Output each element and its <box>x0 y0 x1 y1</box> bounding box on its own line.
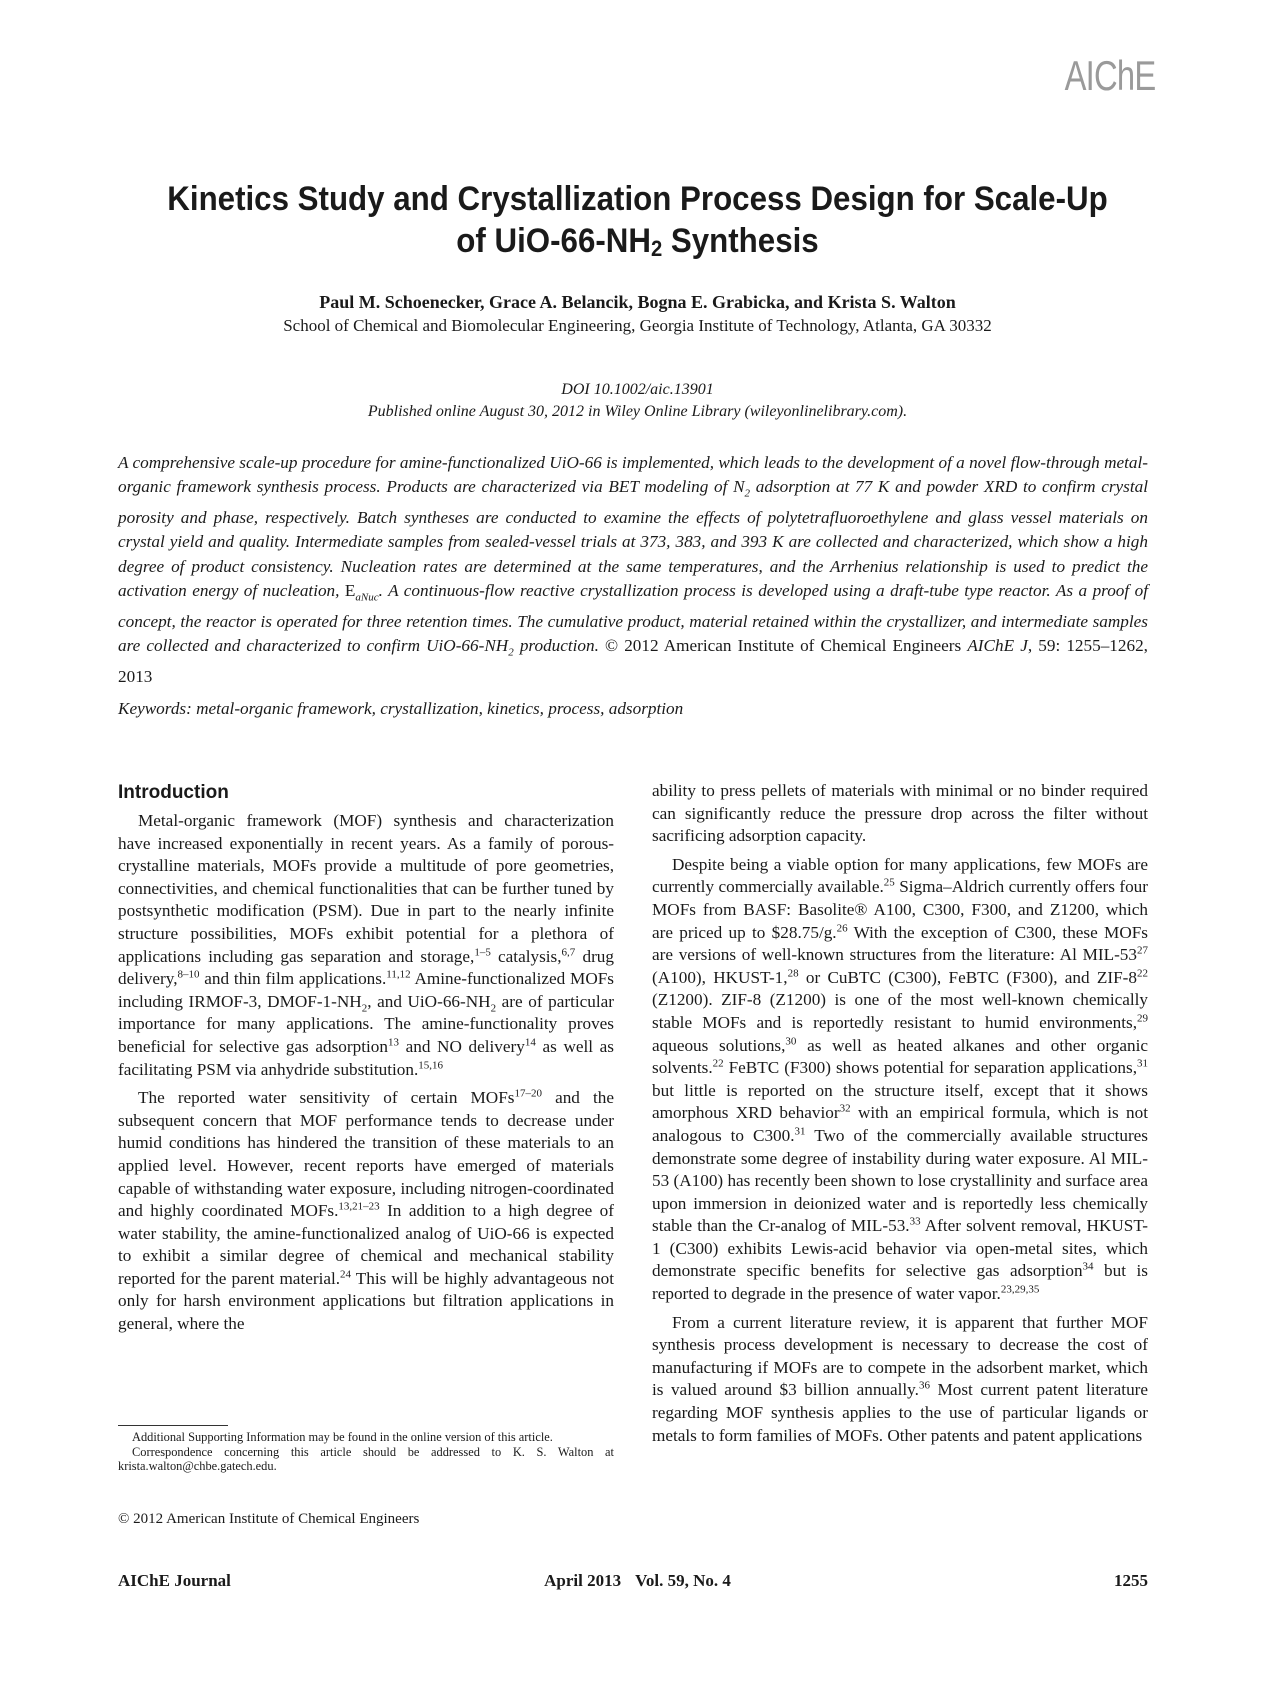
footer-page-number: 1255 <box>1114 1571 1148 1590</box>
footnote-divider <box>118 1425 228 1426</box>
title-line-1: Kinetics Study and Crystallization Process Design for Scale-Up <box>167 180 1108 218</box>
doi-line: DOI 10.1002/aic.13901 <box>561 381 714 398</box>
paragraph: ability to press pellets of materials with minimal or no binder required can significantly reduce the pressure drop across the filter without sacrificing adsorption capacity. <box>652 781 1148 846</box>
paragraph: Despite being a viable option for many applications, few MOFs are currently commercially available.$^{25}$ Sigma–Aldrich currently offers four MOFs from BASF: Basolite® A100, C300, F300, and Z1200, which are priced up to $28.75/g.$^{26}$ With the exception of C300, these MOFs are versions of well-known structures from the literature: Al MIL-$53^{27}$ (A100), HKUST-1,28 or CuBTC (C300), FeBTC (F300), and ZIF-$8^{22}$ (Z1200). ZIF-8 (Z1200) is one of the most well-known chemically stable MOFs and is reportedly resistant to humid environments,$^{29}$ aqueous solutions,$^{30}$ as well as heated alkanes and other organic solvents.$^{22}$ FeBTC (F300) shows potential for separation applications,$^{31}$ but little is reported on the structure itself, except that it shows amorphous XRD behavior$^{32}$ with an empirical formula, which is not analogous to C300.31 Two of the commercially available structures demonstrate some degree of instability during water exposure. Al MIL-53 (A100) has recently been shown to lose crystallinity and surface area upon immersion in deionized water and is reportedly less chemically stable than the Cr-analog of MIL-53.33 After solvent removal, HKUST-1 (C300) exhibits Lewis-acid behavior via open-metal sites, which demonstrate specific benefits for selective gas adsorption$^{34}$ but is reported to degrade in the presence of water vapor.$^{23,29,35}$ <box>652 854 1149 1304</box>
paragraph: From a current literature review, it is apparent that further MOF synthesis process development is necessary to decrease the cost of manufacturing if MOFs are to compete in the adsorbent market, which is valued around $3 billion annually.$^{36}$ Most current patent literature regarding MOF synthesis applies to the use of particular ligands or metals to form families of MOFs. Other patents and patent applications <box>652 1312 1149 1445</box>
publication-info: Published online August 30, 2012 in Wiley Online Library (wileyonlinelibrary.com). <box>367 403 908 420</box>
footer-issue <box>0 1571 1275 1591</box>
article-title <box>143 178 1132 270</box>
footnotes <box>118 1430 614 1474</box>
author-list: Paul M. Schoenecker, Grace A. Belancik, Bogna E. Grabicka, and Krista S. Walton <box>319 292 956 312</box>
title-line-2: of UiO-$66-NH_2$ Synthesis <box>456 222 819 261</box>
paragraph: The reported water sensitivity of certain MOFs$^{17-20}$ and the subsequent concern that MOF performance tends to decrease under humid conditions has hindered the transition of these materials to an applied level. However, recent reports have emerged of materials capable of withstanding water exposure, including nitrogen-coordinated and highly coordinated MOFs.$^{13,21-23}$ In addition to a high degree of water stability, the amine-functionalized analog of UiO-66 is expected to exhibit a similar degree of chemical and mechanical stability reported for the parent material.$^{24}$ This will be highly advantageous not only for harsh environment applications but filtration applications in general, where the <box>118 1087 614 1334</box>
aiche-logo: AIChE <box>1064 52 1155 99</box>
footer-volume: Vol. 59, No. 4 <box>635 1571 731 1590</box>
footer-journal-name: AIChE Journal <box>118 1571 231 1590</box>
keywords: Keywords: metal-organic framework, crystallization, kinetics, process, adsorption <box>118 699 684 718</box>
paragraph: Metal-organic framework (MOF) synthesis and characterization have increased exponentially in recent years. As a family of porous-crystalline materials, MOFs provide a multitude of pore geometries, connectivities, and chemical functionalities that can be further tuned by postsynthetic modification (PSM). Due in part to the nearly infinite structure possibilities, MOFs exhibit potential for a plethora of applications including gas separation and storage,$^{1-5}$ catalysis,$^{6,7}$ drug delivery,$^{8-10}$ and thin film applications.$^{11,12}$ Amine-functionalized MOFs including IRMOF-3, DMOF-$1-NH_2$, and UiO-$66-NH_2$ are of particular importance for many applications. The amine-functionality proves beneficial for selective gas adsorption$^{13}$ and NO delivery$^{14}$ as well as facilitating PSM via anhydride substitution.$^{15,16}$ <box>118 811 614 1079</box>
footer-date: April 2013 <box>544 1571 622 1590</box>
affiliation: School of Chemical and Biomolecular Engineering, Georgia Institute of Technology, Atlanta, GA 30332 <box>283 316 992 335</box>
copyright-notice: © 2012 American Institute of Chemical Engineers <box>118 1511 420 1527</box>
footnote-correspondence: Correspondence concerning this article should be addressed to K. S. Walton at krista.walton@chbe.gatech.edu. <box>118 1444 614 1474</box>
left-column <box>118 780 614 1336</box>
abstract: A comprehensive scale-up procedure for amine-functionalized UiO-66 is implemented, which leads to the development of a novel flow-through metal-organic framework synthesis process. Products are characterized via BET modeling of $N_2$ adsorption at 77 K and powder XRD to confirm crystal porosity and phase, respectively. Batch syntheses are conducted to examine the effects of polytetrafluoroethylene and glass vessel materials on crystal yield and quality. Intermediate samples from sealed-vessel trials at 373, 383, and 393 K are collected and characterized, which show a high degree of product consistency. Nucleation rates are determined at the same temperatures, and the Arrhenius relationship is used to predict the activation energy of nucleation, $E_{aNuc}$. A continuous-flow reactive crystallization process is developed using a draft-tube type reactor. As a proof of concept, the reactor is operated for three retention times. The cumulative product, material retained within the crystallizer, and intermediate samples are collected and characterized to confirm UiO-$66-NH_2$ production. © 2012 American Institute of Chemical Engineers AIChE J, 59: 1255–1262, 2013 <box>118 453 1149 686</box>
section-heading-introduction: Introduction <box>118 782 229 803</box>
footnote-supporting-info: Additional Supporting Information may be found in the online version of this article. <box>132 1430 553 1444</box>
right-column <box>652 780 1148 1447</box>
